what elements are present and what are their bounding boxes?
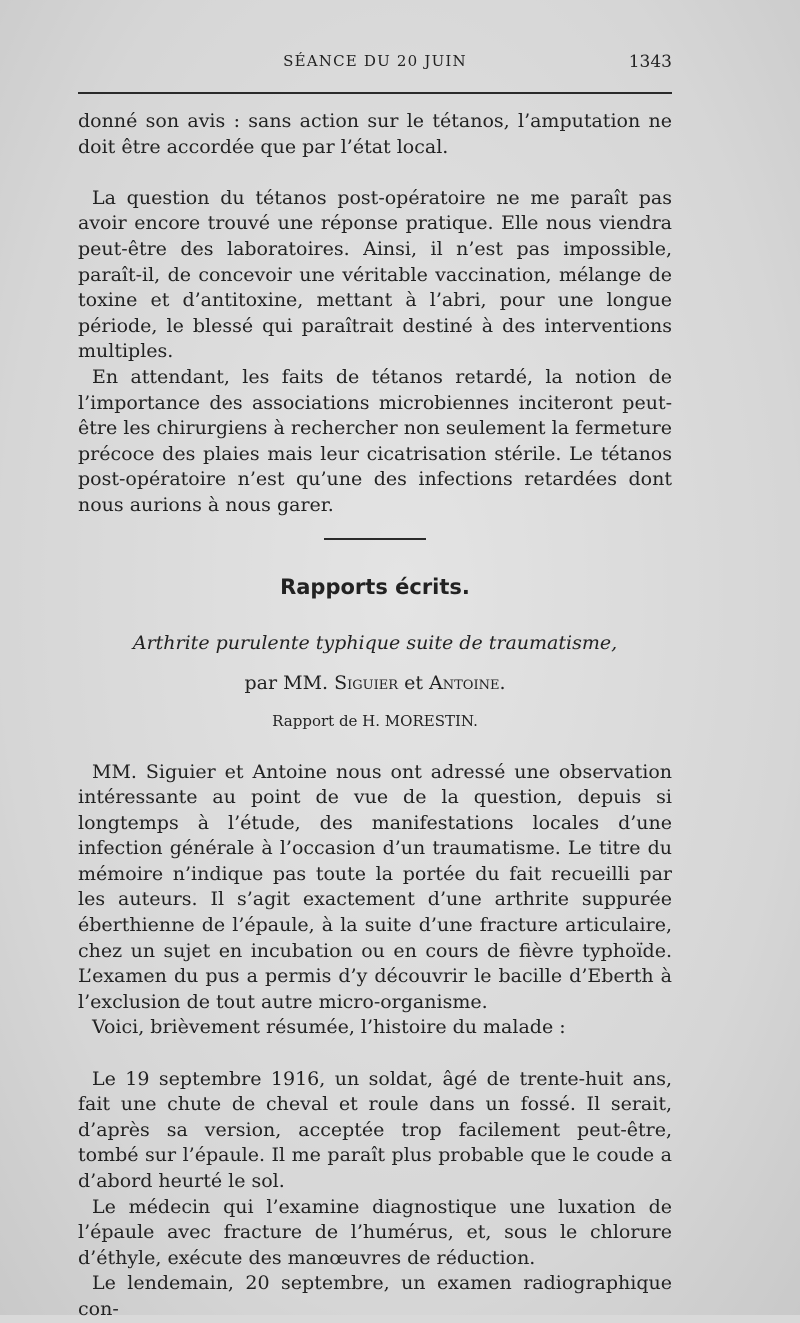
article-authors (78, 670, 672, 696)
section-title: Rapports écrits. (280, 574, 470, 599)
authors-prefix: par MM. (244, 671, 329, 694)
page-header (78, 52, 672, 74)
paragraph: Voici, brièvement résumée, l’histoire du malade : (92, 1016, 566, 1039)
header-rule (78, 92, 672, 94)
authors-conjunction: et (404, 671, 423, 694)
article-title: Arthrite purulente typhique suite de traumatisme, (132, 631, 618, 654)
paragraph: MM. Siguier et Antoine nous ont adressé une observation intéressante au point de vue de la question, depuis si longtemps à l’étude, des manifestations locales d’une infection générale à l’occasion d’un traumatisme. Le titre du mémoire n’indique pas toute la portée du fait recueilli par les auteurs. Il s’agit exactement d’une arthrite suppurée éberthienne de l’épaule, à la suite d’une fracture articulaire, chez un sujet en incubation ou en cours de fièvre typhoïde. L’examen du pus a permis d’y découvrir le bacille d’Eberth à l’exclusion de tout autre micro-organisme. (78, 760, 672, 1013)
page-body (78, 109, 672, 1323)
author-name: Antoine. (429, 671, 506, 694)
paragraph: Le 19 septembre 1916, un soldat, âgé de trente-huit ans, fait une chute de cheval et roule dans un fossé. Il serait, d’après sa version, acceptée trop facilement peut-être, tombé sur l’épaule. Il me paraît plus probable que le coude a d’abord heurté le sol. (78, 1067, 672, 1192)
page-number: 1343 (628, 52, 672, 72)
paragraph: En attendant, les faits de tétanos retardé, la notion de l’importance des associations microbiennes inciteront peut-être les chirurgiens à rechercher non seulement la fermeture précoce des plaies mais leur cicatrisation stérile. Le tétanos post-opératoire n’est qu’une des infections retardées dont nous aurions à nous garer. (78, 365, 672, 516)
rapporteur-line: Rapport de H. MORESTIN. (272, 711, 478, 730)
paragraph: donné son avis : sans action sur le tétanos, l’amputation ne doit être accordée que par l’état local. (78, 110, 672, 158)
paragraph: Le médecin qui l’examine diagnostique une luxation de l’épaule avec fracture de l’humérus, et, sous le chlorure d’éthyle, exécute des manœuvres de réduction. (78, 1195, 672, 1269)
author-name: Siguier (334, 671, 399, 694)
running-head: SÉANCE DU 20 JUIN (283, 52, 467, 70)
paragraph: La question du tétanos post-opératoire ne me paraît pas avoir encore trouvé une réponse pratique. Elle nous viendra peut-être des laboratoires. Ainsi, il n’est pas impossible, paraît-il, de concevoir une véritable vaccination, mélange de toxine et d’antitoxine, mettant à l’abri, pour une longue période, le blessé qui paraîtrait destiné à des interventions multiples. (78, 186, 672, 363)
paragraph: Le lendemain, 20 septembre, un examen radiographique con- (78, 1272, 672, 1320)
section-separator (324, 538, 426, 540)
